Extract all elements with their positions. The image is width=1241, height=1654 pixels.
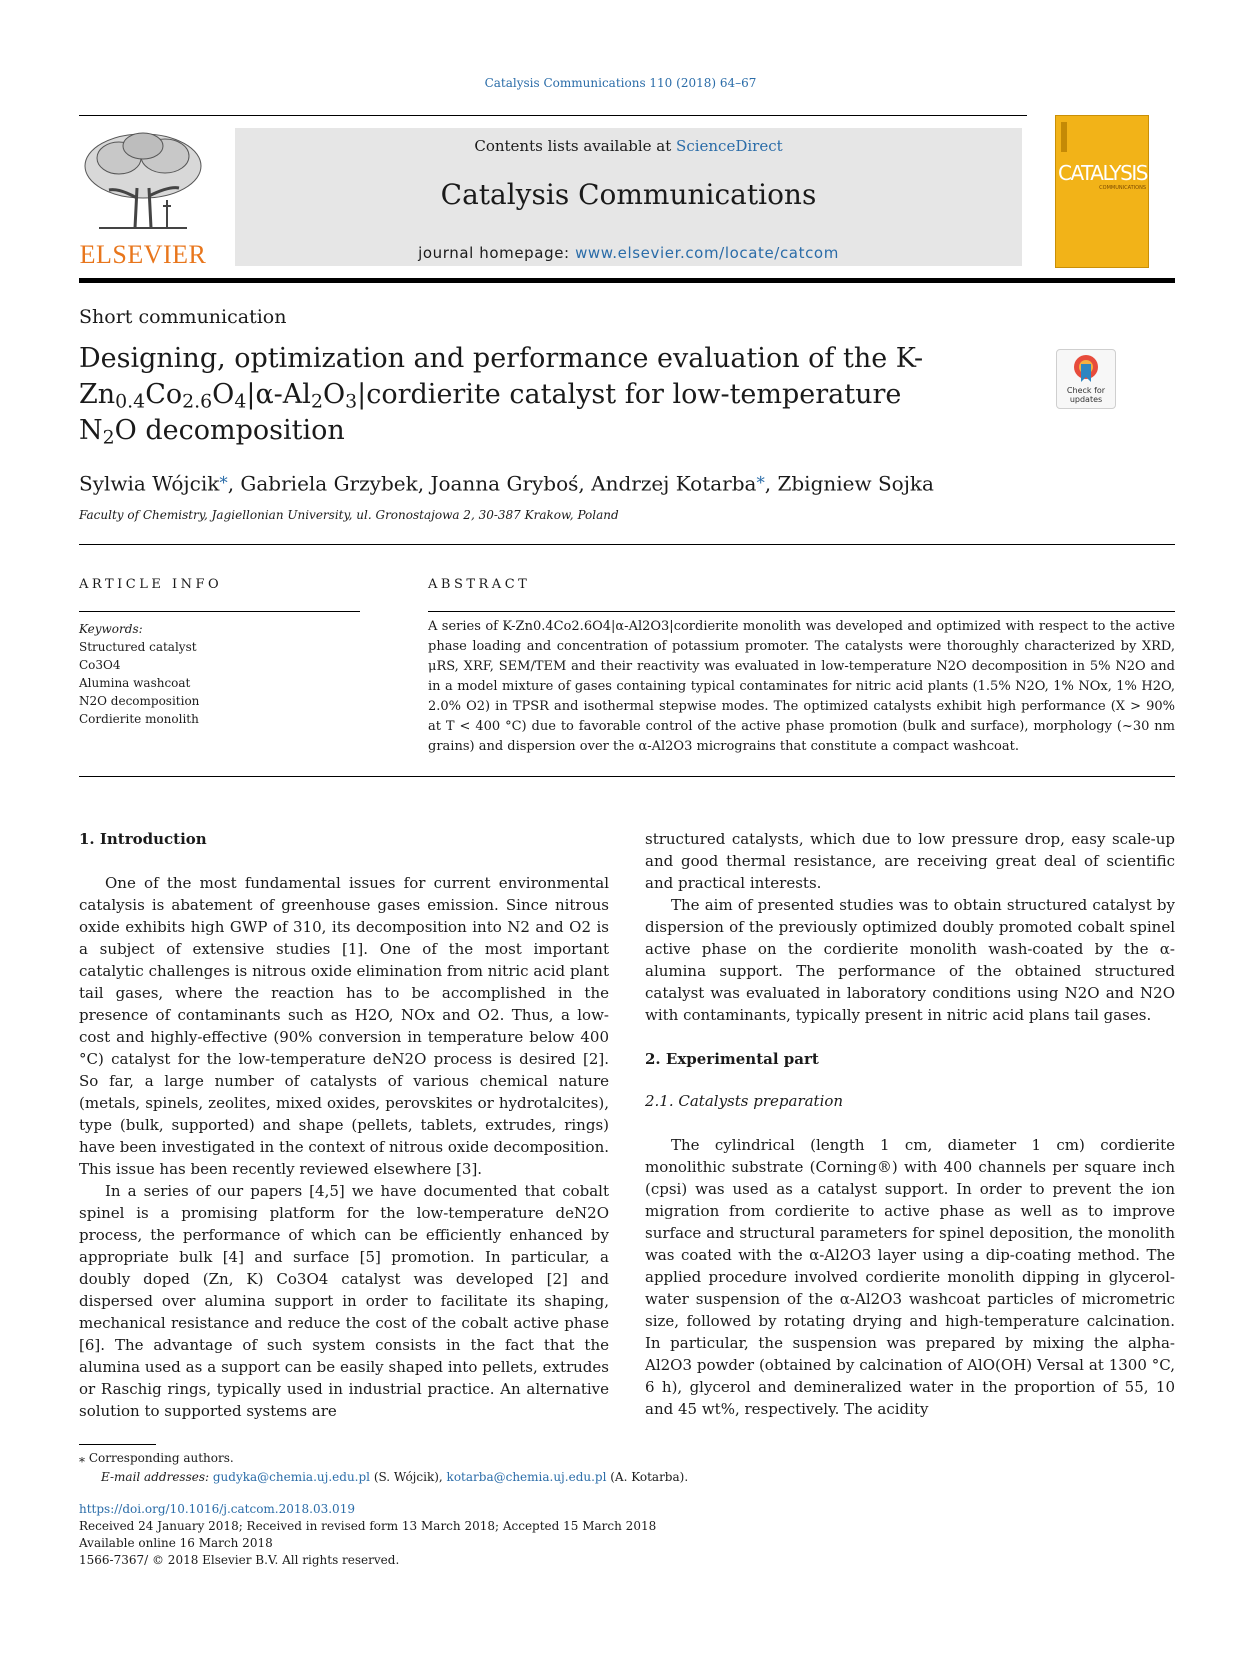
author[interactable]: Zbigniew Sojka xyxy=(777,471,934,496)
bookmark-icon xyxy=(1073,354,1099,384)
elsevier-wordmark: ELSEVIER xyxy=(79,240,207,269)
email-link[interactable]: kotarba@chemia.uj.edu.pl xyxy=(446,1470,607,1484)
doi-link[interactable]: https://doi.org/10.1016/j.catcom.2018.03.019 xyxy=(79,1502,355,1516)
email-owner: (S. Wójcik), xyxy=(370,1470,447,1484)
homepage-prefix: journal homepage: xyxy=(418,244,576,262)
abstract-bottom-rule xyxy=(79,776,1175,777)
cover-subtitle: COMMUNICATIONS xyxy=(1099,185,1146,191)
paragraph: structured catalysts, which due to low pressure drop, easy scale-up and good thermal resistance, are receiving great deal of scientific and practical interests. xyxy=(645,830,1175,892)
cover-title: CATALYSIS xyxy=(1058,161,1147,185)
received-dates: Received 24 January 2018; Received in revised form 13 March 2018; Accepted 15 March 2018 xyxy=(79,1519,657,1533)
body-column-left xyxy=(79,828,609,1422)
abstract-heading: ABSTRACT xyxy=(428,577,531,592)
author[interactable]: Joanna Gryboś xyxy=(430,471,579,496)
corresponding-mark[interactable]: ⁎ xyxy=(756,468,765,487)
journal-masthead xyxy=(235,128,1022,266)
section-heading-experimental: 2. Experimental part xyxy=(645,1050,819,1068)
article-title: Designing, optimization and performance evaluation of the $K-Zn_{0.4}Co_{2.6}O_4|\alpha-Al_2O_3|cordierite$ catalyst for low-temperature $N_2O$ decomposition xyxy=(79,343,924,449)
email-label: E-mail addresses: xyxy=(101,1470,213,1484)
paragraph: In a series of our papers [4,5] we have documented that cobalt spinel is a promising platform for the low-temperature deN2O process, the performance of which can be efficiently enhanced by appropriate bulk [4] and surface [5] promotion. In particular, a doubly doped (Zn, K) Co3O4 catalyst was developed [2] and dispersed over alumina support in order to facilitate its shaping, mechanical resistance and reduce the cost of the cobalt active phase [6]. The advantage of such system consists in the fact that the alumina used as a support can be easily shaped into pellets, extrudes or Raschig rings, typically used in industrial practice. An alternative solution to supported systems are xyxy=(79,1182,609,1420)
author[interactable]: Gabriela Grzybek xyxy=(240,471,418,496)
body-column-right xyxy=(645,828,1175,1420)
footnotes xyxy=(79,1449,688,1487)
journal-title: Catalysis Communications xyxy=(440,178,817,211)
abstract-rule xyxy=(428,611,1175,612)
email-link[interactable]: gudyka@chemia.uj.edu.pl xyxy=(212,1470,371,1484)
abstract-text: A series of K-Zn0.4Co2.6O4|α-Al2O3|cordierite monolith was developed and optimized with respect to the active phase loading and concentration of potassium promoter. The catalysts were thoroughly characterized by XRD, μRS, XRF, SEM/TEM and their reactivity was evaluated in low-temperature N2O decomposition in 5% N2O and in a model mixture of gases containing typical contaminates for nitric acid plants (1.5% N2O, 1% NOx, 1% H2O, 2.0% O2) in TPSR and isothermal stepwise modes. The optimized catalysts exhibit high performance (X > 90% at T < 400 °C) due to favorable control of the active phase promotion (bulk and surface), morphology (~30 nm grains) and dispersion over the α-Al2O3 micrograins that constitute a compact washcoat. xyxy=(428,619,1175,754)
journal-citation[interactable]: Catalysis Communications 110 (2018) 64–67 xyxy=(484,76,757,90)
author-list: Sylwia Wójcik⁎, Gabriela Grzybek, Joanna Gryboś, Andrzej Kotarba⁎, Zbigniew Sojka xyxy=(79,468,934,496)
header-rule xyxy=(79,115,1027,116)
footnote-rule xyxy=(79,1444,156,1445)
sciencedirect-link[interactable]: ScienceDirect xyxy=(676,137,783,155)
author[interactable]: Sylwia Wójcik xyxy=(79,471,220,496)
email-owner: (A. Kotarba). xyxy=(606,1470,689,1484)
corresponding-note: ⁎ Corresponding authors. xyxy=(79,1451,234,1465)
article-type: Short communication xyxy=(79,306,287,328)
keywords-label: Keywords: xyxy=(79,622,143,636)
paragraph: One of the most fundamental issues for current environmental catalysis is abatement of greenhouse gases emission. Since nitrous oxide exhibits high GWP of 310, its decomposition into N2 and O2 is a subject of extensive studies [1]. One of the most important catalytic challenges is nitrous oxide elimination from nitric acid plant tail gases, where the reaction has to be accomplished in the presence of contaminants such as H2O, NOx and O2. Thus, a low-cost and highly-effective (90% conversion in temperature below 400 °C) catalyst for the low-temperature deN2O process is desired [2]. So far, a large number of catalysts of various chemical nature (metals, spinels, zeolites, mixed oxides, perovskites or hydrotalcites), type (bulk, supported) and shape (pellets, tablets, extrudes, rings) have been investigated in the context of nitrous oxide decomposition. This issue has been recently reviewed elsewhere [3]. xyxy=(79,874,609,1178)
publication-info xyxy=(79,1501,656,1569)
cover-spine-mark xyxy=(1061,122,1067,152)
author[interactable]: Andrzej Kotarba xyxy=(591,471,757,496)
paragraph: The cylindrical (length 1 cm, diameter 1 cm) cordierite monolithic substrate (Corning®) with 400 channels per square inch (cpsi) was used as a catalyst support. In order to prevent the ion migration from cordierite to active phase as well as to improve surface and structural parameters for spinel deposition, the monolith was coated with the α-Al2O3 layer using a dip-coating method. The applied procedure involved cordierite monolith dipping in glycerol-water suspension of the α-Al2O3 washcoat particles of micrometric size, followed by rotating drying and high-temperature calcination. In particular, the suspension was prepared by mixing the alpha-Al2O3 powder (obtained by calcination of AlO(OH) Versal at 1300 °C, 6 h), glycerol and demineralized water in the proportion of 55, 10 and 45 wt%, respectively. The acidity xyxy=(645,1136,1175,1418)
keyword: N2O decomposition xyxy=(79,694,200,708)
paragraph: The aim of presented studies was to obtain structured catalyst by dispersion of the previously optimized doubly promoted cobalt spinel active phase on the cordierite monolith wash-coated by the α-alumina support. The performance of the obtained structured catalyst was evaluated in laboratory conditions using N2O and N2O with contaminants, typically present in nitric acid plans tail gases. xyxy=(645,896,1175,1024)
keyword: Co3O4 xyxy=(79,658,121,672)
article-info-rule xyxy=(79,611,360,612)
journal-cover[interactable] xyxy=(1055,115,1149,268)
contents-line xyxy=(235,137,1022,155)
homepage-link[interactable]: www.elsevier.com/locate/catcom xyxy=(575,244,839,262)
header-thick-rule xyxy=(79,278,1175,283)
subsection-heading-catalysts-preparation: 2.1. Catalysts preparation xyxy=(645,1092,844,1110)
copyright: 1566-7367/ © 2018 Elsevier B.V. All rights reserved. xyxy=(79,1553,400,1567)
keywords-block xyxy=(79,620,199,728)
affiliation: Faculty of Chemistry, Jagiellonian University, ul. Gronostajowa 2, 30-387 Krakow, Poland xyxy=(79,508,619,522)
keyword: Cordierite monolith xyxy=(79,712,199,726)
corresponding-mark[interactable]: ⁎ xyxy=(219,468,228,487)
available-online: Available online 16 March 2018 xyxy=(79,1536,273,1550)
contents-prefix: Contents lists available at xyxy=(474,137,677,155)
homepage-line xyxy=(235,244,1022,262)
article-info-heading: ARTICLE INFO xyxy=(79,577,223,592)
check-for-updates-button[interactable] xyxy=(1056,349,1116,409)
section-heading-introduction: 1. Introduction xyxy=(79,830,207,848)
check-for-updates-label: Check for updates xyxy=(1066,386,1106,404)
keyword: Alumina washcoat xyxy=(79,676,191,690)
keyword: Structured catalyst xyxy=(79,640,197,654)
affiliation-rule xyxy=(79,544,1175,545)
